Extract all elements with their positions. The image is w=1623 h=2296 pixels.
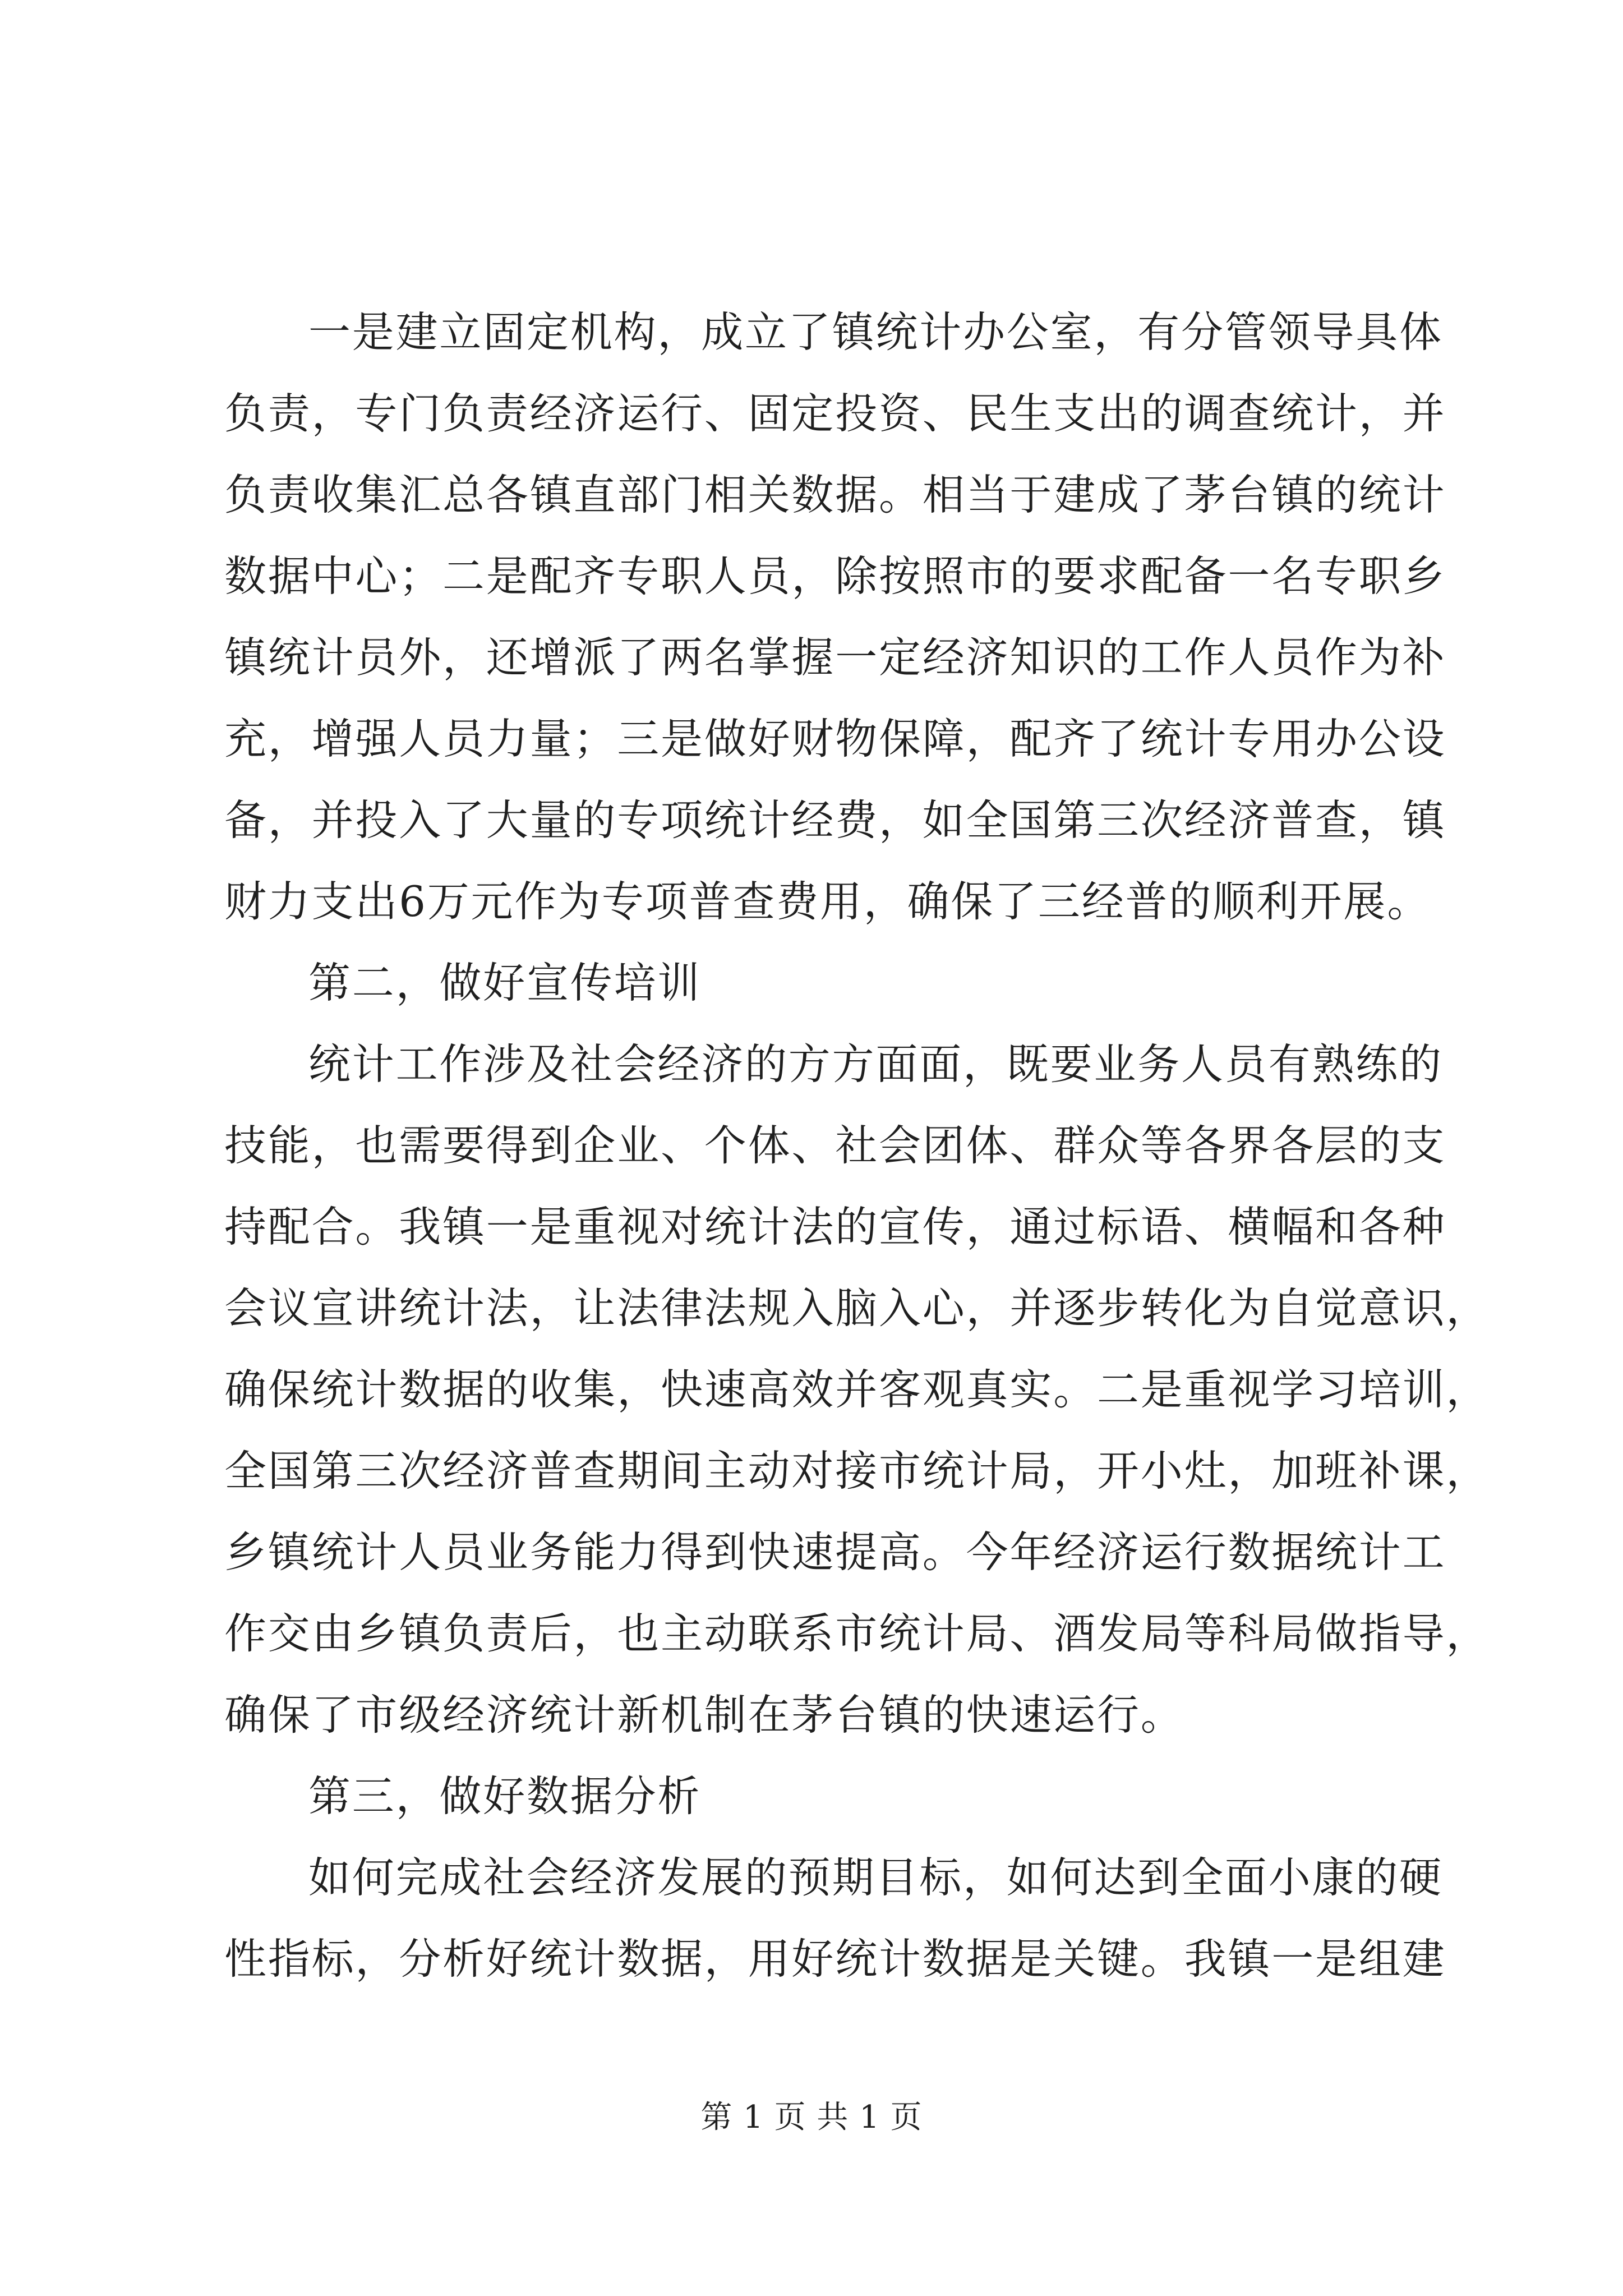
paragraph-line: 统计工作涉及社会经济的方方面面，既要业务人员有熟练的 [308,1039,1443,1089]
paragraph-line: 技能，也需要得到企业、个体、社会团体、群众等各界各层的支 [224,1121,1446,1170]
paragraph-line: 负责，专门负责经济运行、固定投资、民生支出的调查统计，并 [224,389,1446,438]
section-heading: 第三，做好数据分析 [308,1772,702,1821]
paragraph-line: 备，并投入了大量的专项统计经费，如全国第三次经济普查，镇 [224,795,1446,845]
paragraph-line: 确保了市级经济统计新机制在茅台镇的快速运行。 [224,1690,1184,1740]
paragraph-line: 乡镇统计人员业务能力得到快速提高。今年经济运行数据统计工 [224,1527,1446,1577]
paragraph-line: 确保统计数据的收集，快速高效并客观真实。二是重视学习培训， [224,1365,1490,1414]
paragraph-line: 一是建立固定机构，成立了镇统计办公室，有分管领导具体 [308,307,1443,357]
paragraph-line: 会议宣讲统计法，让法律法规入脑入心，并逐步转化为自觉意识， [224,1283,1490,1333]
section-heading: 第二，做好宣传培训 [308,958,702,1007]
paragraph-line: 充，增强人员力量；三是做好财物保障，配齐了统计专用办公设 [224,714,1446,763]
paragraph-line: 镇统计员外，还增派了两名掌握一定经济知识的工作人员作为补 [224,633,1446,682]
paragraph-line: 负责收集汇总各镇直部门相关数据。相当于建成了茅台镇的统计 [224,470,1446,519]
paragraph-line: 数据中心；二是配齐专职人员，除按照市的要求配备一名专职乡 [224,551,1446,601]
paragraph-line: 性指标，分析好统计数据，用好统计数据是关键。我镇一是组建 [224,1934,1446,1984]
paragraph-line: 全国第三次经济普查期间主动对接市统计局，开小灶，加班补课， [224,1446,1490,1496]
paragraph-line: 持配合。我镇一是重视对统计法的宣传，通过标语、横幅和各种 [224,1202,1446,1251]
paragraph-line: 财力支出6万元作为专项普查费用，确保了三经普的顺利开展。 [224,877,1431,926]
page-footer: 第 1 页 共 1 页 [700,2099,923,2136]
paragraph-line: 作交由乡镇负责后，也主动联系市统计局、酒发局等科局做指导， [224,1609,1490,1658]
paragraph-line: 如何完成社会经济发展的预期目标，如何达到全面小康的硬 [308,1853,1443,1902]
